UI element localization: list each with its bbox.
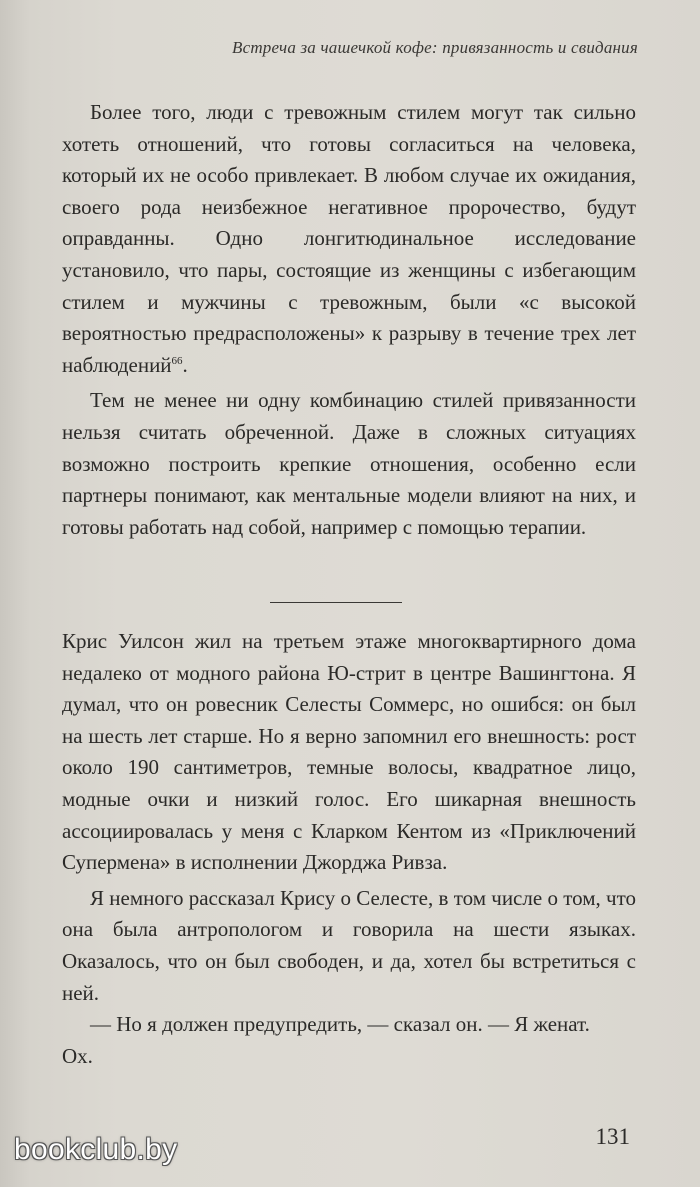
text-section-1 <box>62 97 636 543</box>
paragraph <box>62 97 636 381</box>
dialogue-line: — Но я должен предупредить, — сказал он. — Я женат. <box>90 1012 590 1037</box>
paragraph: Ох. <box>62 1043 93 1068</box>
paragraph: Я немного рассказал Крису о Селесте, в том числе о том, что она была антропологом и говорила на шести языках. Оказалось, что он был свободен, и да, хотел бы встретиться с ней. <box>62 885 636 1005</box>
text-section-2 <box>62 626 636 1072</box>
paragraph: Крис Уилсон жил на третьем этаже многоквартирного дома недалеко от модного района Ю-стрит в центре Вашингтона. Я думал, что он ровесник Селесты Соммерс, но ошибся: он был на шесть лет старше. Но я верно запомнил его внешность: рост около 190 сантиметров, темные волосы, квадратное лицо, модные очки и низкий голос. Его шикарная внешность ассоциировалась у меня с Кларком Кентом из «Приключений Супермена» в исполнении Джорджа Ривза. <box>62 629 636 875</box>
section-divider <box>270 602 402 603</box>
footnote-marker[interactable]: 66 <box>171 354 183 367</box>
running-head: Встреча за чашечкой кофе: привязанность и свидания <box>231 38 638 57</box>
paragraph-text: Более того, люди с тревожным стилем могут так сильно хотеть отношений, что готовы согласиться на человека, который их не особо привлекает. В любом случае их ожидания, своего рода неизбежное негативное пророчество, будут оправданны. Одно лонгитюдинальное исследование установило, что пары, состоящие из женщины с избегающим стилем и мужчины с тревожным, были «с высокой вероятностью предрасположены» к разрыву в течение трех лет наблюдений <box>62 100 636 377</box>
paragraph-end: . <box>182 352 188 377</box>
page-number: 131 <box>595 1124 630 1149</box>
paragraph: Тем не менее ни одну комбинацию стилей привязанности нельзя считать обреченной. Даже в сложных ситуациях возможно построить крепкие отношения, особенно если партнеры понимают, как ментальные модели влияют на них, и готовы работать над собой, например с помощью терапии. <box>62 388 636 539</box>
watermark-logo: bookclub.by <box>14 1133 178 1166</box>
